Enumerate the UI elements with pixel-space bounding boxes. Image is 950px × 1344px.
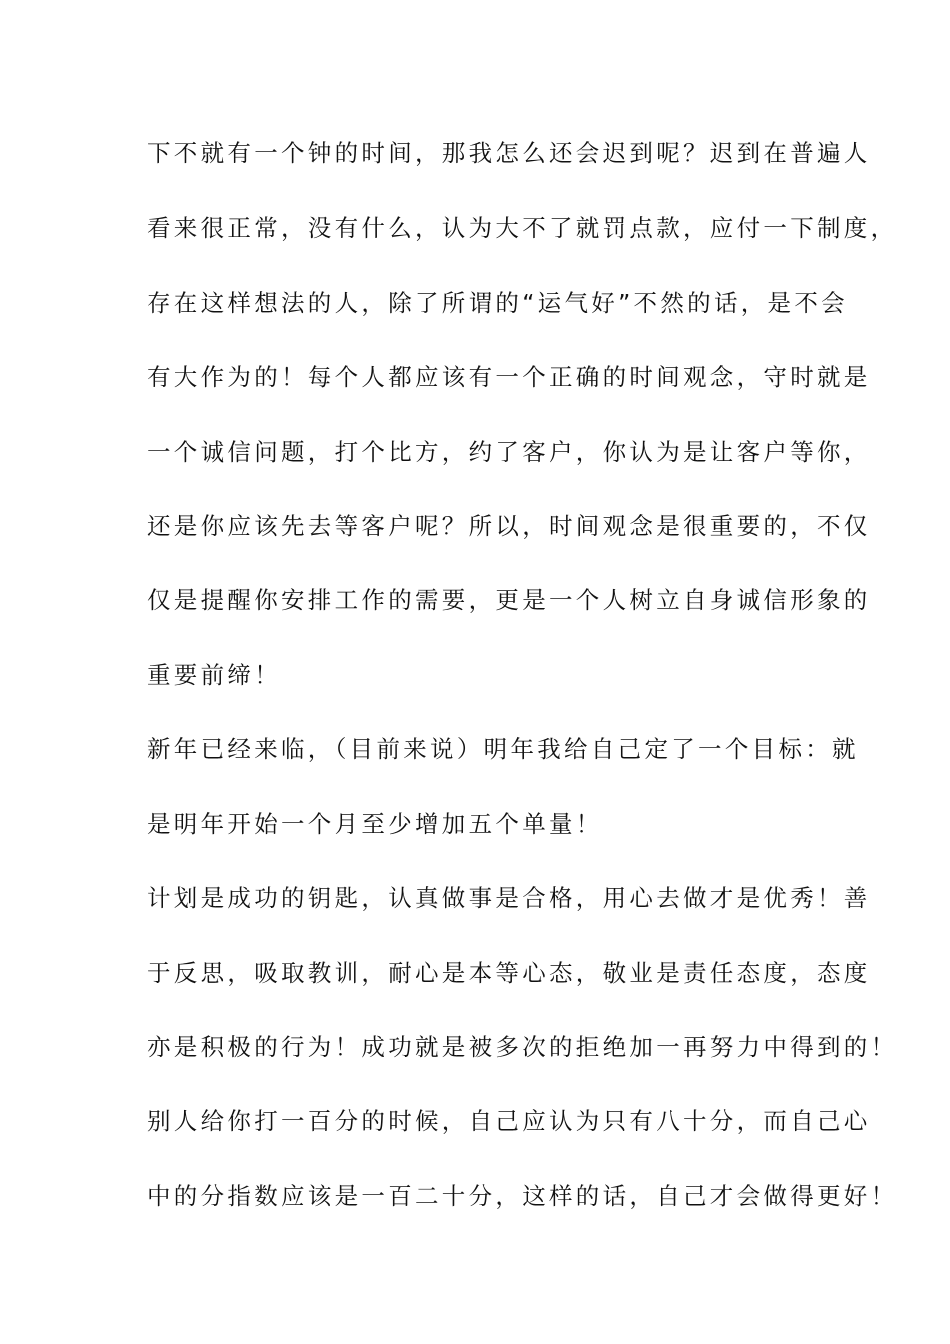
text-line: 是明年开始一个月至少增加五个单量！ [147, 810, 603, 838]
text-line: 仅是提醒你安排工作的需要，更是一个人树立自身诚信形象的 [147, 586, 871, 614]
text-line: 一个诚信问题，打个比方，约了客户，你认为是让客户等你， [147, 438, 871, 466]
text-line: 别人给你打一百分的时候，自己应认为只有八十分，而自己心 [147, 1107, 871, 1135]
text-line: 看来很正常，没有什么，认为大不了就罚点款，应付一下制度， [147, 214, 898, 242]
text-line: 计划是成功的钥匙，认真做事是合格，用心去做才是优秀！善 [147, 884, 871, 912]
text-line: 亦是积极的行为！成功就是被多次的拒绝加一再努力中得到的！ [147, 1033, 898, 1061]
text-line: 还是你应该先去等客户呢？所以，时间观念是很重要的，不仅 [147, 512, 871, 540]
text-line: 重要前缔！ [147, 661, 281, 689]
text-line: 中的分指数应该是一百二十分，这样的话，自己才会做得更好！ [147, 1182, 898, 1210]
text-line: 于反思，吸取教训，耐心是本等心态，敬业是责任态度，态度 [147, 959, 871, 987]
text-line: 下不就有一个钟的时间，那我怎么还会迟到呢？迟到在普遍人 [147, 139, 871, 167]
text-line: 存在这样想法的人，除了所谓的“运气好”不然的话，是不会 [147, 289, 848, 317]
text-line: 新年已经来临，（目前来说）明年我给自己定了一个目标：就 [147, 735, 859, 763]
text-line: 有大作为的！每个人都应该有一个正确的时间观念，守时就是 [147, 363, 871, 391]
